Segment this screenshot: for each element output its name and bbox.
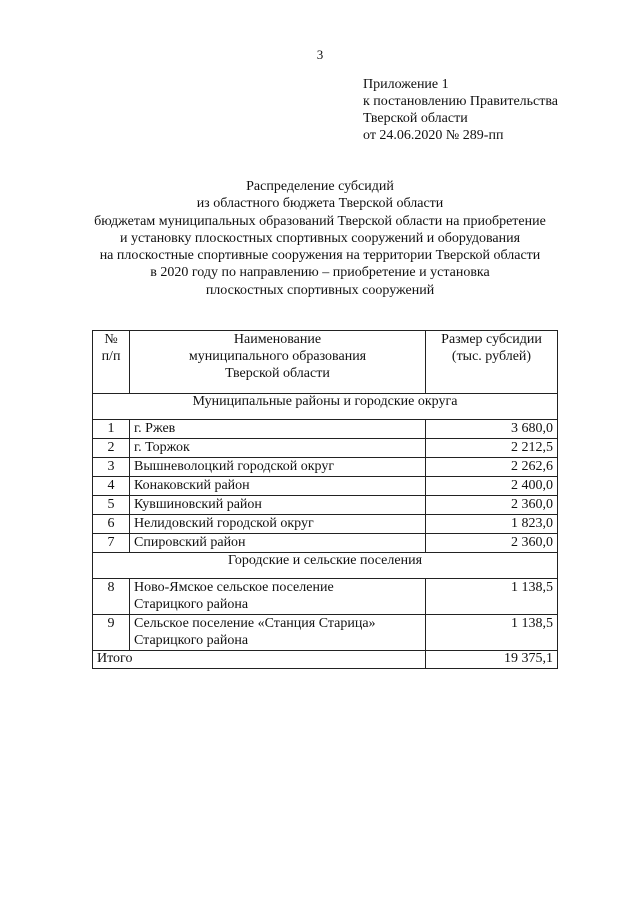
section-title: Городские и сельские поселения — [93, 553, 558, 579]
title-line: в 2020 году по направлению – приобретение и установка — [150, 265, 490, 281]
appendix-block — [363, 76, 558, 144]
total-amount: 19 375,1 — [426, 651, 558, 669]
row-name: г. Торжок — [130, 439, 426, 458]
title-line: бюджетам муниципальных образований Тверской области на приобретение — [94, 213, 546, 229]
title-line: Распределение субсидий — [246, 179, 394, 194]
row-amount: 2 212,5 — [426, 439, 558, 458]
header-num: № п/п — [93, 331, 130, 394]
table-row — [93, 458, 558, 477]
row-amount: 1 138,5 — [426, 615, 558, 651]
table-row — [93, 579, 558, 615]
row-name: Конаковский район — [130, 477, 426, 496]
table-row — [93, 534, 558, 553]
header-name: Наименование муниципального образования Тверской области — [130, 331, 426, 394]
table-row — [93, 439, 558, 458]
row-amount: 3 680,0 — [426, 420, 558, 439]
row-name: Кувшиновский район — [130, 496, 426, 515]
document-title — [0, 178, 640, 299]
total-row — [93, 651, 558, 669]
table-row — [93, 420, 558, 439]
section-title: Муниципальные районы и городские округа — [93, 394, 558, 420]
section-row — [93, 394, 558, 420]
table-row — [93, 615, 558, 651]
row-name: г. Ржев — [130, 420, 426, 439]
row-amount: 1 823,0 — [426, 515, 558, 534]
title-line: и установку плоскостных спортивных сооружений и оборудования — [119, 230, 521, 246]
row-num: 8 — [93, 579, 130, 615]
total-label: Итого — [93, 651, 426, 669]
row-amount: 2 360,0 — [426, 534, 558, 553]
row-name: Вышневолоцкий городской округ — [130, 458, 426, 477]
appendix-line: к постановлению Правительства — [363, 94, 559, 109]
row-num: 4 — [93, 477, 130, 496]
row-amount: 2 400,0 — [426, 477, 558, 496]
appendix-line: Приложение 1 — [363, 77, 449, 92]
table-header-row — [93, 331, 558, 394]
row-num: 9 — [93, 615, 130, 651]
row-num: 7 — [93, 534, 130, 553]
row-num: 3 — [93, 458, 130, 477]
title-line: плоскостных спортивных сооружений — [205, 282, 435, 298]
row-num: 6 — [93, 515, 130, 534]
header-amount: Размер субсидии (тыс. рублей) — [426, 331, 558, 394]
table-row — [93, 496, 558, 515]
row-amount: 1 138,5 — [426, 579, 558, 615]
row-num: 1 — [93, 420, 130, 439]
section-row — [93, 553, 558, 579]
subsidies-table — [92, 330, 558, 669]
title-line: из областного бюджета Тверской области — [196, 196, 444, 212]
appendix-line: Тверской области — [363, 111, 468, 126]
row-num: 5 — [93, 496, 130, 515]
row-name: Сельское поселение «Станция Старица» Старицкого района — [130, 615, 426, 651]
page-number: 3 — [316, 47, 324, 62]
row-num: 2 — [93, 439, 130, 458]
table-row — [93, 477, 558, 496]
row-name: Ново-Ямское сельское поселение Старицкого района — [130, 579, 426, 615]
row-amount: 2 262,6 — [426, 458, 558, 477]
title-line: на плоскостные спортивные сооружения на территории Тверской области — [99, 248, 541, 264]
table-row — [93, 515, 558, 534]
row-name: Нелидовский городской округ — [130, 515, 426, 534]
row-amount: 2 360,0 — [426, 496, 558, 515]
row-name: Спировский район — [130, 534, 426, 553]
appendix-line: от 24.06.2020 № 289-пп — [363, 128, 504, 143]
